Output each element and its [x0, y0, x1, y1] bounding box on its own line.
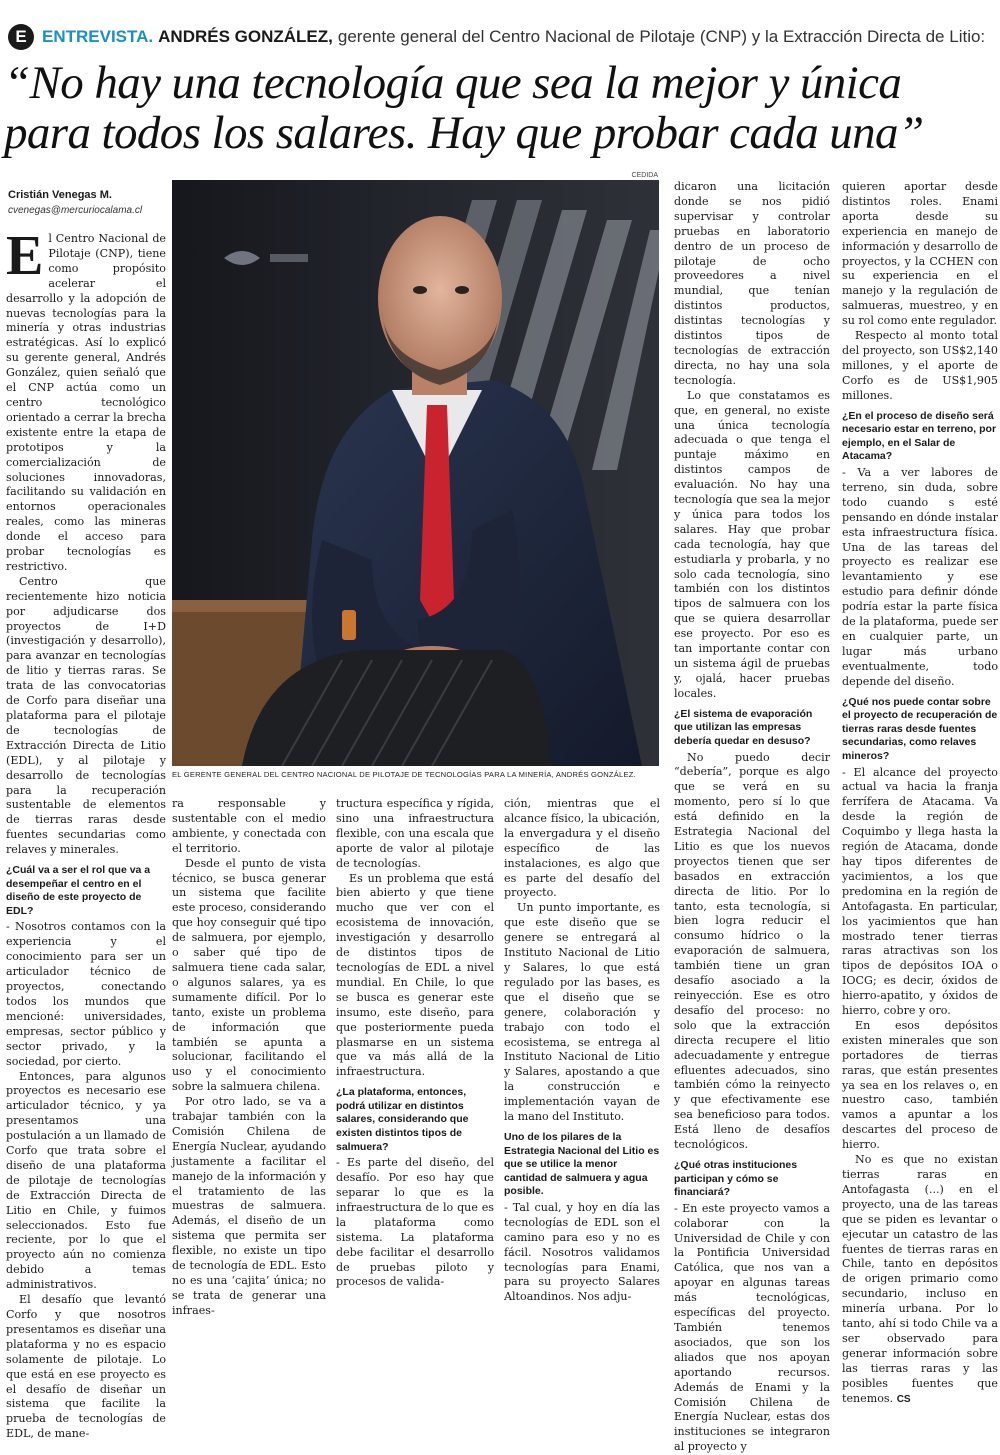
photo-caption: EL GERENTE GENERAL DEL CENTRO NACIONAL DE PILOTAJE DE TECNOLOGÍAS PARA LA MINERÍA, ANDRÉS GONZÁLEZ.	[172, 770, 636, 779]
headline	[4, 58, 994, 158]
headline-line-2: para todos los salares. Hay que probar cada una”	[4, 107, 924, 159]
interview-question: ¿En el proceso de diseño será necesario estar en terreno, por ejemplo, en el Salar de Atacama?	[842, 409, 997, 463]
paragraph	[842, 1153, 998, 1407]
kicker-person: ANDRÉS GONZÁLEZ,	[158, 27, 333, 46]
paragraph: Desde el punto de vista técnico, se busca generar un sistema que facilite este proceso, considerando que hoy conseguir qué tipo de salmuera, por ejemplo, o saber qué tipo de salmuera tiene cada salar, o algunos salares, ya es sumamente difícil. Por lo tanto, existe un problema de información que también se apunta a solucionar, facilitando el uso y el conocimiento sobre la salmuera chilena.	[172, 856, 326, 1094]
portrait-illustration	[172, 180, 659, 766]
paragraph: En esos depósitos existen minerales que son portadores de tierras raras, que están presentes ya sea en los relaves o, en nuestro caso, también vamos a apuntar a los descartes del proceso de hierro.	[842, 1018, 998, 1152]
article-lead-paragraph	[6, 225, 166, 575]
kicker-label: ENTREVISTA.	[42, 27, 154, 46]
lead-text: l Centro Nacional de Pilotaje (CNP), tiene como propósito acelerar el desarrollo y la adopción de nuevas tecnologías para la minería y otras industrias estratégicas. Así lo explicó su gerente general, Andrés González, quien señaló que el CNP actúa como un centro tecnológico orientado a cerrar la brecha existente entre la etapa de prototipos y la comercialización de soluciones innovadoras, facilitando su validación en entornos operacionales reales, como las mineras donde el acceso para probar tecnologías es restrictivo.	[6, 232, 166, 573]
author-name: Cristián Venegas M.	[8, 189, 112, 201]
interview-question: ¿Qué otras instituciones participan y cómo se financiará?	[674, 1158, 798, 1199]
portrait-photo	[172, 180, 659, 766]
article-column-6	[842, 180, 998, 1408]
headline-line-1: “No hay una tecnología que sea la mejor y única	[4, 57, 902, 109]
paragraph: tructura específica y rígida, sino una infraestructura flexible, con una escala que aporte de valor al pilotaje de tecnologías.	[336, 797, 494, 870]
interview-question: ¿El sistema de evaporación que utilizan las empresas debería quedar en desuso?	[674, 707, 813, 747]
paragraph: No puedo decir “debería”, porque es algo que se verá en su momento, pero sí lo que está definido en la Estrategia Nacional del Litio es que los nuevos proyectos tienen que ser basados en extracción directa de litio. Por lo tanto, esta tecnología, si bien logra reducir el consumo hídrico o la evaporación de salmuera, también tiene un gran desafío asociado a la reinyección. Ese es otro desafío del proceso: no solo que la extracción directa recupere el litio adecuadamente y entregue efluentes adecuados, sino también cómo la reinyecto y que efectivamente ese sea beneficioso para todos. Está lleno de desafíos tecnológicos.	[674, 750, 830, 1152]
interview-question: ¿La plataforma, entonces, podrá utilizar en distintos salares, considerando que existen distintos tipos de salmuera?	[336, 1086, 469, 1153]
article-column-5	[674, 180, 830, 1455]
paragraph: - Va a ver labores de terreno, sin duda, sobre todo cuando s esté pensando en dónde instalar esta infraestructura física. Una de las tareas del proyecto es realizar ese levantamiento y ese estudio para definir dónde podría estar la parte física de la plataforma, puede ser en cualquier parte, un lugar más urbano eventualmente, todo depende del diseño.	[842, 465, 998, 688]
paragraph: - Es parte del diseño, del desafío. Por eso hay que separar lo que es la infraestructura de lo que es la plataforma como sistema. La plataforma debe facilitar el desarrollo de pruebas piloto y procesos de valida-	[336, 1156, 494, 1289]
article-column-2	[172, 797, 326, 1319]
paragraph: - En este proyecto vamos a colaborar con la Universidad de Chile y con la Pontificia Universidad Católica, que nos van a apoyar en algunas tareas más tecnológicas, específicas del proyecto. También tenemos asociados, que son los aliados que nos apoyan aportando recursos. Además de Enami y la Comisión Chilena de Energía Nuclear, estas dos instituciones se integraron al proyecto y	[674, 1201, 830, 1454]
end-mark: CS	[896, 1393, 911, 1405]
interview-question: Uno de los pilares de la Estrategia Nacional del Litio es que se utilice la menor cantidad de salmuera y agua posible.	[504, 1130, 660, 1198]
paragraph: Centro que recientemente hizo noticia por adjudicarse dos proyectos de I+D (investigación y desarrollo), para avanzar en tecnologías de litio y tierras raras. Se trata de las convocatorias de Corfo para diseñar una plataforma para el pilotaje de tecnologías de Extracción Directa de Litio (EDL), y al pilotaje y desarrollo de tecnologías para la recuperación sustentable de elementos de tierras raras desde fuentes secundarias como relaves y minerales.	[6, 574, 166, 857]
paragraph: ra responsable y sustentable con el medio ambiente, y conectada con el territorio.	[172, 797, 326, 855]
paragraph: Es un problema que está bien abierto y que tiene mucho que ver con el ecosistema de innovación, investigación y desarrollo de distintos tipos de tecnologías de EDL a nivel mundial. En Chile, lo que se busca es generar este insumo, este diseño, para que posteriormente pueda plasmarse en un sistema que va más allá de la infraestructura.	[336, 871, 494, 1079]
author-email: cvenegas@mercuriocalama.cl	[8, 205, 143, 216]
article-column-3	[336, 797, 494, 1290]
interview-question: ¿Qué nos puede contar sobre el proyecto de recuperación de tierras raras desde fuentes secundarias, como relaves mineros?	[842, 695, 998, 762]
paragraph: - El alcance del proyecto actual va hacia la franja ferrífera de Atacama. Va desde la región de Coquimbo y llega hasta la región de Atacama, donde hay tipos diferentes de yacimientos, a los que predomina en la región de Antofagasta. En particular, los yacimientos que han mostrado tener tierras raras atractivas son los tipos de depósitos IOA o IOCG; es decir, óxidos de hierro-apatito, y óxidos de hierro, cobre y oro.	[842, 765, 998, 1018]
kicker-line	[8, 20, 998, 54]
interview-question: ¿Cuál va a ser el rol que va a desempeñar el centro en el diseño de este proyecto de EDL?	[6, 864, 151, 917]
paragraph: - Tal cual, y hoy en día las tecnologías de EDL son el camino para eso y no es fácil. Nosotros validamos tecnologías para Enami, para su proyecto Salares Altoandinos. Nos adju-	[504, 1200, 660, 1304]
paragraph: El desafío que levantó Corfo y que nosotros presentamos es diseñar una plataforma y no es espacio solamente de pilotaje. Lo que está en ese proyecto es el desafío de diseñar un sistema que facilite la prueba de tecnologías de EDL, de mane-	[6, 1293, 166, 1441]
paragraph: dicaron una licitación donde se nos pidió supervisar y controlar pruebas en laboratorio dentro de un proceso de pilotaje de ocho proveedores a nivel mundial, que tenían distintos productos, distintas tecnologías y distintos tipos de tecnologías de extracción directa, no hay una sola tecnología.	[674, 180, 830, 387]
paragraph: Lo que constatamos es que, en general, no existe una única tecnología adecuada o que tenga el puntaje máximo en distintos campos de evaluación. No hay una tecnología que sea la mejor y única para todos los salares. Hay que probar cada tecnología, hay que estudiarla y probarla, y no solo cada tecnología, sino también con los distintos tipos de salmuera con los que se quiera desarrollar ese proyecto. Por eso es tan importante contar con un sistema ágil de pruebas y, ojalá, hacer pruebas locales.	[674, 388, 830, 700]
paragraph: Un punto importante, es que este diseño que se genere se entregará al Instituto Nacional de Litio y Salares, lo que está regulado por las bases, es que el diseño que se genere, colaboración y trabajo con todo el ecosistema, se entrega al Instituto Nacional de Litio y Salares, apostando a que la construcción e implementación vayan de la mano del Instituto.	[504, 901, 660, 1124]
paragraph: ción, mientras que el alcance físico, la ubicación, la envergadura y el diseño específico de las instalaciones, es algo que es parte del desafío del proyecto.	[504, 797, 660, 900]
kicker-role: gerente general del Centro Nacional de Pilotaje (CNP) y la Extracción Directa de Litio:	[337, 27, 986, 46]
photo-credit: CEDIDA	[631, 172, 658, 179]
paragraph: Respecto al monto total del proyecto, son US$2,140 millones, y el aporte de Corfo es de US$1,905 millones.	[842, 329, 998, 402]
dropcap: E	[6, 225, 44, 287]
byline	[8, 189, 168, 216]
paragraph: - Nosotros contamos con la experiencia y el conocimiento para ser un articulador técnico de proyectos, conectando todos los mundos que mencioné: universidades, empresas, sector público y sector privado, y la sociedad, por cierto.	[6, 920, 166, 1068]
article-column-4	[504, 797, 660, 1305]
article-column-1	[6, 225, 166, 1442]
final-paragraph-text: No es que no existan tierras raras en Antofagasta (...) en el proyecto, una de las tareas que se piden es levantar o ejecutar un catastro de las fuentes de tierras raras en Chile, tanto en depósitos de origen primario como secundario, incluso en minería urbana. Por lo tanto, ahí si todo Chile va a ser observado para generar información sobre las tierras raras y las posibles fuentes que tenemos.	[842, 1153, 998, 1405]
paragraph: Por otro lado, se va a trabajar también con la Comisión Chilena de Energía Nuclear, ayudando justamente a facilitar el manejo de la información y el tratamiento de las muestras de salmuera. Además, el diseño de un sistema que permita ser flexible, no existe un tipo de tecnología de EDL. Esto no es una ‘cajita’ única; no se trata de generar una infraes-	[172, 1095, 326, 1317]
paragraph: quieren aportar desde distintos roles. Enami aporta desde su experiencia en manejo de información y desarrollo de proyectos, y la CCHEN con su experiencia en el manejo y la regulación de salmueras, muestreo, y en su rol como ente regulador.	[842, 180, 998, 328]
paragraph: Entonces, para algunos proyectos es necesario ese articulador técnico, y ya presentamos una postulación a un llamado de Corfo que trata sobre el diseño de una plataforma de pilotaje de tecnologías de Extracción Directa de Litio en Chile, y fuimos seleccionados. Esto fue reciente, por lo que el proyecto aún no comienza debido a temas administrativos.	[6, 1069, 166, 1292]
section-badge: E	[8, 24, 34, 50]
